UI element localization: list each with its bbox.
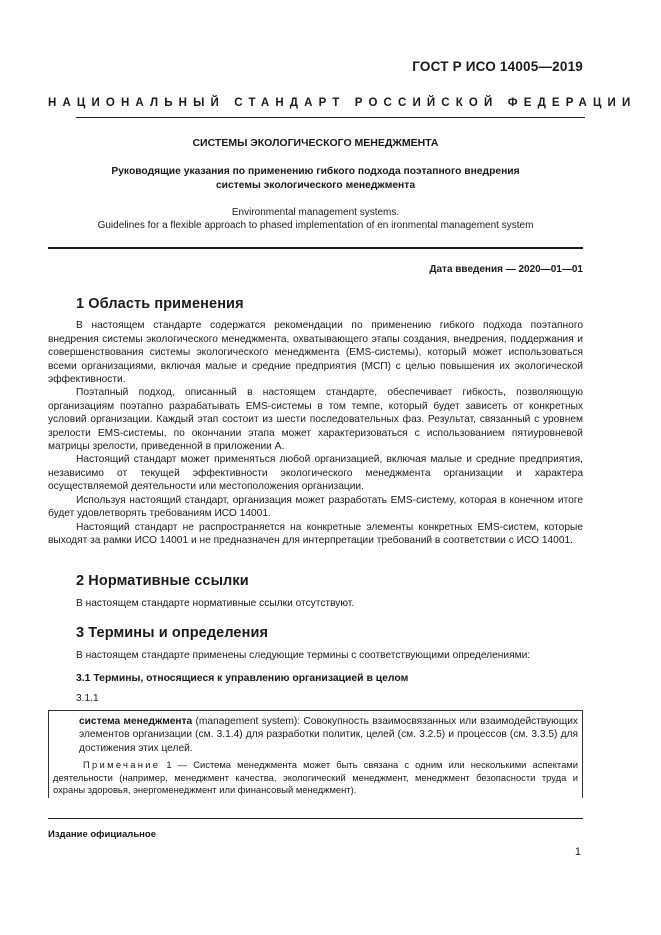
term-definition	[49, 711, 582, 755]
term-definition-text: (management system): Совокупность взаимосвязанных или взаимодействующих элементов организации (см. 3.1.4) для разработки политик, целей (см. 3.2.5) и процессов (см. 3.3.5) для достижения этих целей.	[79, 716, 578, 754]
section-1-paragraph: В настоящем стандарте содержатся рекомендации по применению гибкого подхода поэтапного внедрения системы экологического менеджмента, охватывающего этапы создания, внедрения, поддержания и совершенствования системы экологического менеджмента (EMS-системы), который может использоваться всеми организациями, включая малые и средние предприятия (МСП) с целью повышения их экологической эффективности.	[48, 320, 583, 386]
definition-box	[48, 710, 583, 798]
section-1	[48, 298, 583, 547]
section-3-heading: 3 Термины и определения	[76, 625, 269, 641]
term-name: система менеджмента	[79, 716, 193, 727]
edition-label: Издание официальное	[48, 829, 156, 840]
section-2-heading: 2 Нормативные ссылки	[76, 573, 249, 589]
note-label: Примечание	[83, 759, 161, 771]
term-note	[49, 755, 582, 796]
term-number: 3.1.1	[76, 693, 99, 705]
document-title: СИСТЕМЫ ЭКОЛОГИЧЕСКОГО МЕНЕДЖМЕНТА	[192, 137, 439, 149]
section-1-paragraph: Поэтапный подход, описанный в настоящем стандарте, обеспечивает гибкость, позволяющую организациям поэтапно разрабатывать EMS-системы в том темпе, который будет зависеть от конкретных условий организации. Каждый этап состоит из шести последовательных фаз. Результат, связанный с уровнем зрелости EMS-системы, по окончании этапа может характеризоваться с использованием пятиуровневой матрицы зрелости, приведенной в приложении А.	[48, 387, 583, 453]
divider-top	[76, 117, 585, 118]
introduction-date: Дата введения — 2020—01—01	[429, 264, 583, 275]
section-2-paragraph: В настоящем стандарте нормативные ссылки отсутствуют.	[76, 598, 355, 610]
section-2	[48, 575, 583, 611]
note-text: 1 — Система менеджмента может быть связана с одним или несколькими аспектами деятельности (например, менеджмент качества, экологический менеджмент, менеджмент безопасности труда и охраны здоровья, энергоменеджмент или финансовый менеджмент).	[53, 759, 578, 796]
divider-footer	[48, 818, 583, 819]
english-title	[48, 206, 583, 232]
document-number: ГОСТ Р ИСО 14005—2019	[412, 59, 583, 74]
document-subtitle: Руководящие указания по применению гибкого подхода поэтапного внедрения системы экологического менеджмента	[111, 166, 520, 191]
section-1-heading: 1 Область применения	[76, 296, 244, 312]
section-1-paragraph: Настоящий стандарт может применяться любой организацией, включая малые и средние предприятия, независимо от текущей эффективности экологического менеджмента организации и характера осуществляемой деятельности или местоположения организации.	[48, 454, 583, 493]
section-1-paragraph: Используя настоящий стандарт, организация может разработать EMS-систему, которая в конечном итоге будет удовлетворять требованиям ИСО 14001.	[48, 494, 583, 520]
section-3	[48, 627, 583, 706]
subsection-3-1-heading: 3.1 Термины, относящиеся к управлению организацией в целом	[76, 672, 409, 684]
page-number: 1	[574, 846, 581, 858]
section-1-paragraph: Настоящий стандарт не распространяется на конкретные элементы конкретных EMS-систем, которые выходят за рамки ИСО 14001 и не предназначен для интерпретации требований в соответствии с ИСО 14001.	[48, 521, 583, 546]
english-title-line1: Environmental management systems.	[231, 207, 400, 218]
national-standard-banner: НАЦИОНАЛЬНЫЙ СТАНДАРТ РОССИЙСКОЙ ФЕДЕРАЦИИ	[48, 97, 637, 109]
section-3-paragraph: В настоящем стандарте применены следующие термины с соответствующими определениями:	[76, 650, 531, 662]
english-title-line2: Guidelines for a flexible approach to phased implementation of en ironmental management system	[97, 220, 534, 232]
divider-title	[48, 247, 583, 249]
